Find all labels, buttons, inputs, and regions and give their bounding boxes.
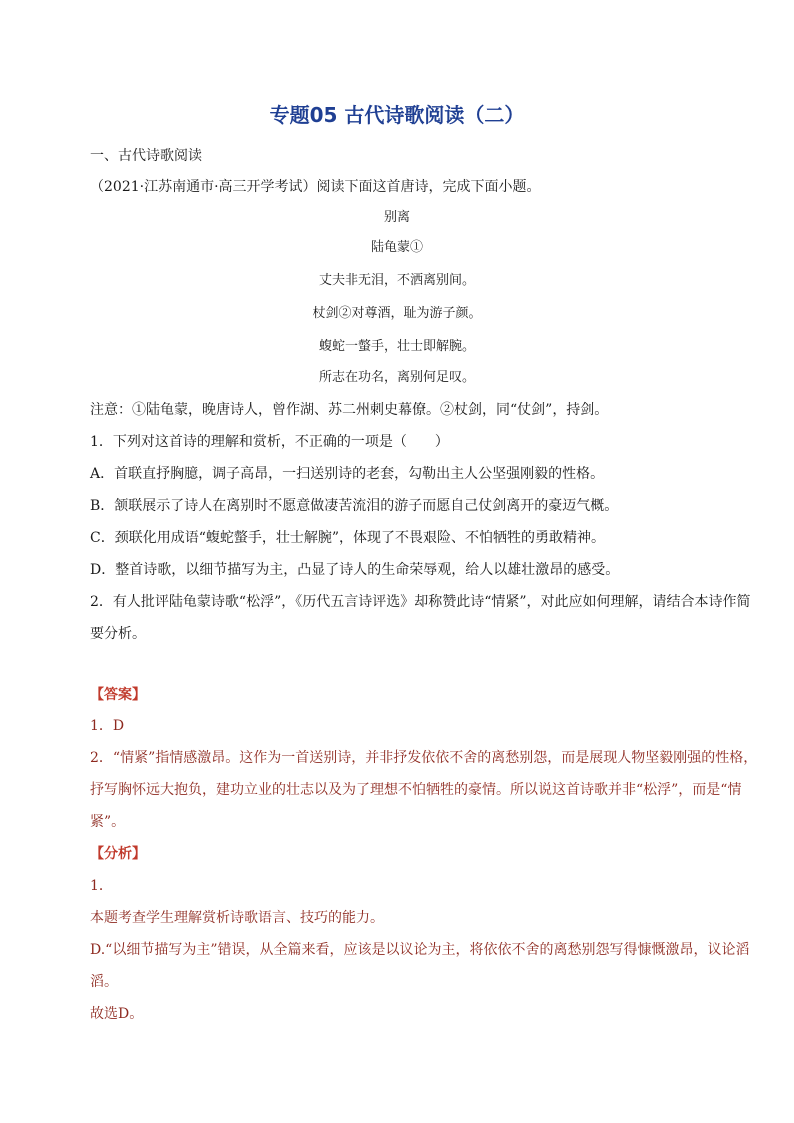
answer-2-line: 抒写胸怀远大抱负，建功立业的壮志以及为了理想不怕牺牲的豪情。所以说这首诗歌并非“松浮”，而是“情 bbox=[90, 782, 742, 798]
analysis-line: 故选D。 bbox=[90, 1006, 144, 1022]
answer-label: 【答案】 bbox=[90, 687, 146, 703]
question-2-line: 2．有人批评陆龟蒙诗歌“松浮”，《历代五言诗评选》却称赞此诗“情紧”，对此应如何理解，请结合本诗作简 bbox=[90, 594, 751, 610]
question-intro: （2021·江苏南通市·高三开学考试）阅读下面这首唐诗，完成下面小题。 bbox=[90, 179, 541, 195]
poem-line: 丈夫非无泪，不洒离别间。 bbox=[318, 273, 475, 288]
option-d: D．整首诗歌，以细节描写为主，凸显了诗人的生命荣辱观，给人以雄壮激昂的感受。 bbox=[90, 562, 620, 578]
option-a: A．首联直抒胸臆，调子高昂，一扫送别诗的老套，勾勒出主人公坚强刚毅的性格。 bbox=[90, 466, 605, 482]
analysis-number: 1． bbox=[90, 878, 113, 894]
poem-line: 所志在功名，离别何足叹。 bbox=[318, 370, 475, 385]
poem-note: 注意：①陆龟蒙，晚唐诗人，曾作湖、苏二州刺史幕僚。②杖剑，同“仗剑”，持剑。 bbox=[90, 402, 609, 418]
question-1-stem: 1．下列对这首诗的理解和赏析，不正确的一项是（ ） bbox=[90, 434, 449, 450]
question-2-line: 要分析。 bbox=[90, 626, 146, 642]
poem-line: 蝮蛇一螫手，壮士即解腕。 bbox=[318, 339, 475, 354]
analysis-label: 【分析】 bbox=[90, 846, 146, 862]
option-b: B．颔联展示了诗人在离别时不愿意做凄苦流泪的游子而愿自己仗剑离开的豪迈气概。 bbox=[90, 498, 619, 514]
section-heading: 一、古代诗歌阅读 bbox=[90, 148, 202, 164]
poem-line: 杖剑②对尊酒，耻为游子颜。 bbox=[312, 306, 482, 321]
page-title: 专题05 古代诗歌阅读（二） bbox=[269, 103, 525, 127]
answer-1: 1．D bbox=[90, 718, 125, 734]
analysis-line: 本题考查学生理解赏析诗歌语言、技巧的能力。 bbox=[90, 910, 384, 926]
option-c: C．颈联化用成语“蝮蛇螫手，壮士解腕”，体现了不畏艰险、不怕牺牲的勇敢精神。 bbox=[90, 530, 606, 546]
answer-2-line: 紧”。 bbox=[90, 814, 126, 830]
poem-author: 陆龟蒙① bbox=[370, 240, 423, 255]
analysis-line: D.“以细节描写为主”错误，从全篇来看，应该是以议论为主，将依依不舍的离愁别怨写得慷慨激昂，议论滔 bbox=[90, 942, 750, 958]
analysis-line: 滔。 bbox=[90, 974, 118, 990]
poem-title: 别离 bbox=[383, 210, 410, 225]
answer-2-line: 2．“情紧”指情感激昂。这作为一首送别诗，并非抒发依依不舍的离愁别怨，而是展现人物坚毅刚强的性格， bbox=[90, 750, 758, 766]
